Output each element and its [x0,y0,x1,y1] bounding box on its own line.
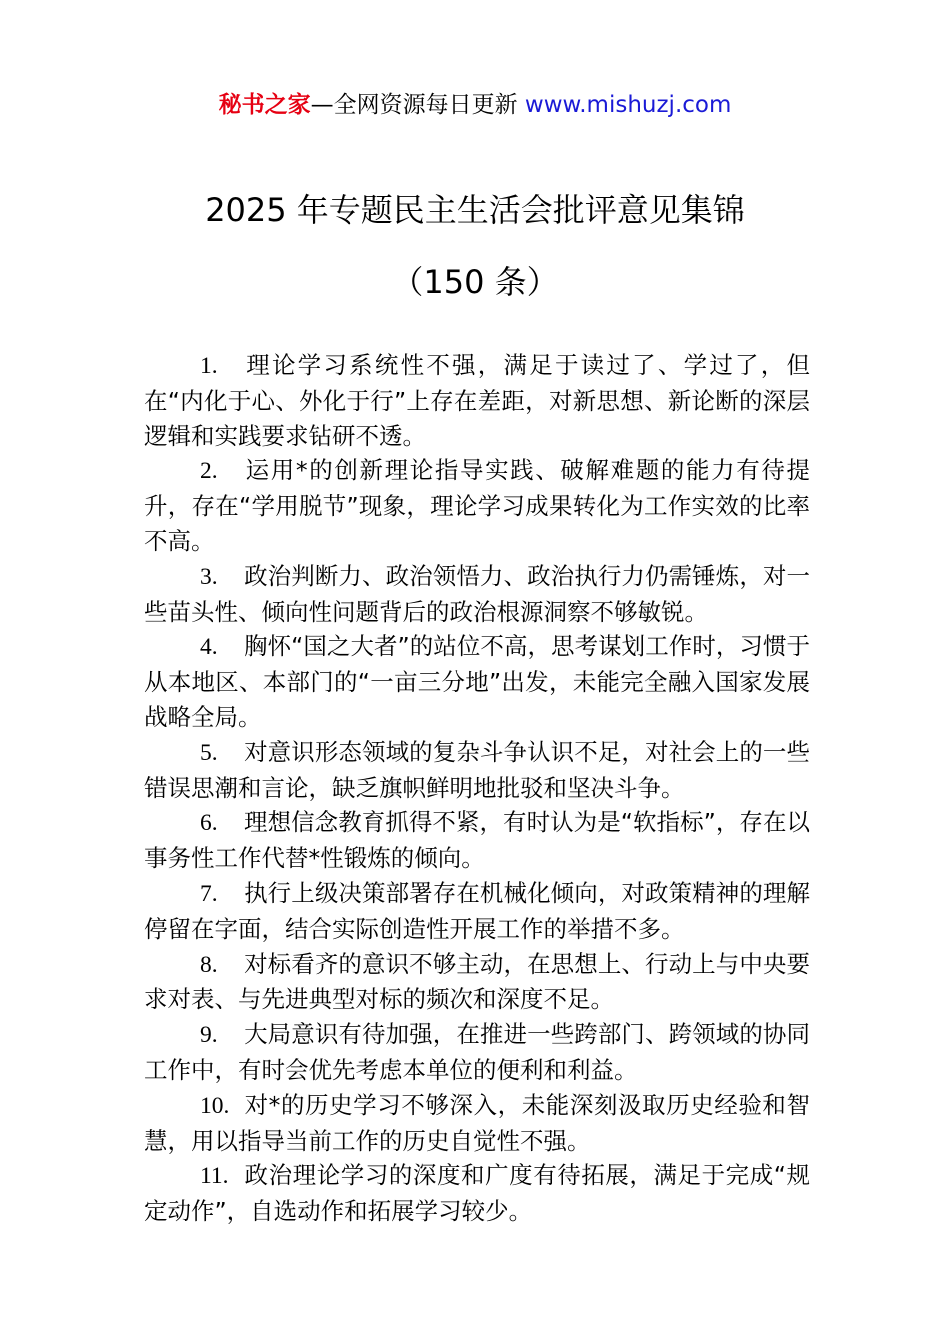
item-text: 政治理论学习的深度和广度有待拓展，满足于完成“规定动作”，自选动作和拓展学习较少。 [144,1161,810,1226]
list-item [144,629,810,734]
list-item [144,805,810,876]
item-text: 对标看齐的意识不够主动，在思想上、行动上与中央要求对表、与先进典型对标的频次和深度不足。 [144,949,810,1014]
item-text: 运用*的创新理论指导实践、破解难题的能力有待提升，存在“学用脱节”现象，理论学习成果转化为工作实效的比率不高。 [144,456,810,555]
item-number: 11. [200,1163,229,1190]
list-item [144,1017,810,1088]
item-text: 执行上级决策部署存在机械化倾向，对政策精神的理解停留在字面，结合实际创造性开展工作的举措不多。 [144,878,810,943]
item-number: 3. [200,563,218,590]
list-item [144,947,810,1018]
item-text: 理论学习系统性不强，满足于读过了、学过了，但在“内化于心、外化于行”上存在差距，对新思想、新论断的深层逻辑和实践要求钻研不透。 [144,351,810,450]
item-number: 6. [200,810,218,837]
site-url-link[interactable]: www.mishuzj.com [524,92,732,118]
item-text: 对意识形态领域的复杂斗争认识不足，对社会上的一些错误思潮和言论，缺乏旗帜鲜明地批驳和坚决斗争。 [144,737,810,802]
item-text: 大局意识有待加强，在推进一些跨部门、跨领域的协同工作中，有时会优先考虑本单位的便利和利益。 [144,1020,810,1084]
item-number: 5. [200,739,218,766]
item-number: 9. [200,1022,218,1049]
list-item [144,348,810,453]
item-number: 1. [200,353,218,379]
list-item [144,735,810,806]
item-text: 政治判断力、政治领悟力、政治执行力仍需锤炼，对一些苗头性、倾向性问题背后的政治根源洞察不够敏锐。 [144,561,810,626]
item-number: 7. [200,880,218,907]
document-title: 2025 年专题民主生活会批评意见集锦 [205,191,745,229]
brand-name: 秘书之家 [218,92,311,118]
list-item [144,1088,810,1159]
item-number: 10. [200,1092,230,1119]
item-text: 对*的历史学习不够深入，未能深刻汲取历史经验和智慧，用以指导当前工作的历史自觉性不强。 [144,1090,810,1155]
document-subtitle: （150 条） [391,263,559,301]
list-item [144,559,810,630]
site-banner [0,88,950,122]
banner-slogan: —全网资源每日更新 [310,92,525,118]
item-text: 理想信念教育抓得不紧，有时认为是“软指标”，存在以事务性工作代替*性锻炼的倾向。 [144,808,810,873]
list-item [144,876,810,947]
list-item [144,1158,810,1229]
item-number: 8. [200,951,218,978]
item-text: 胸怀“国之大者”的站位不高，思考谋划工作时，习惯于从本地区、本部门的“一亩三分地”出发，未能完全融入国家发展战略全局。 [144,632,810,731]
item-number: 4. [200,634,218,661]
item-number: 2. [200,458,218,485]
criticism-list [144,348,810,1229]
list-item [144,453,810,558]
